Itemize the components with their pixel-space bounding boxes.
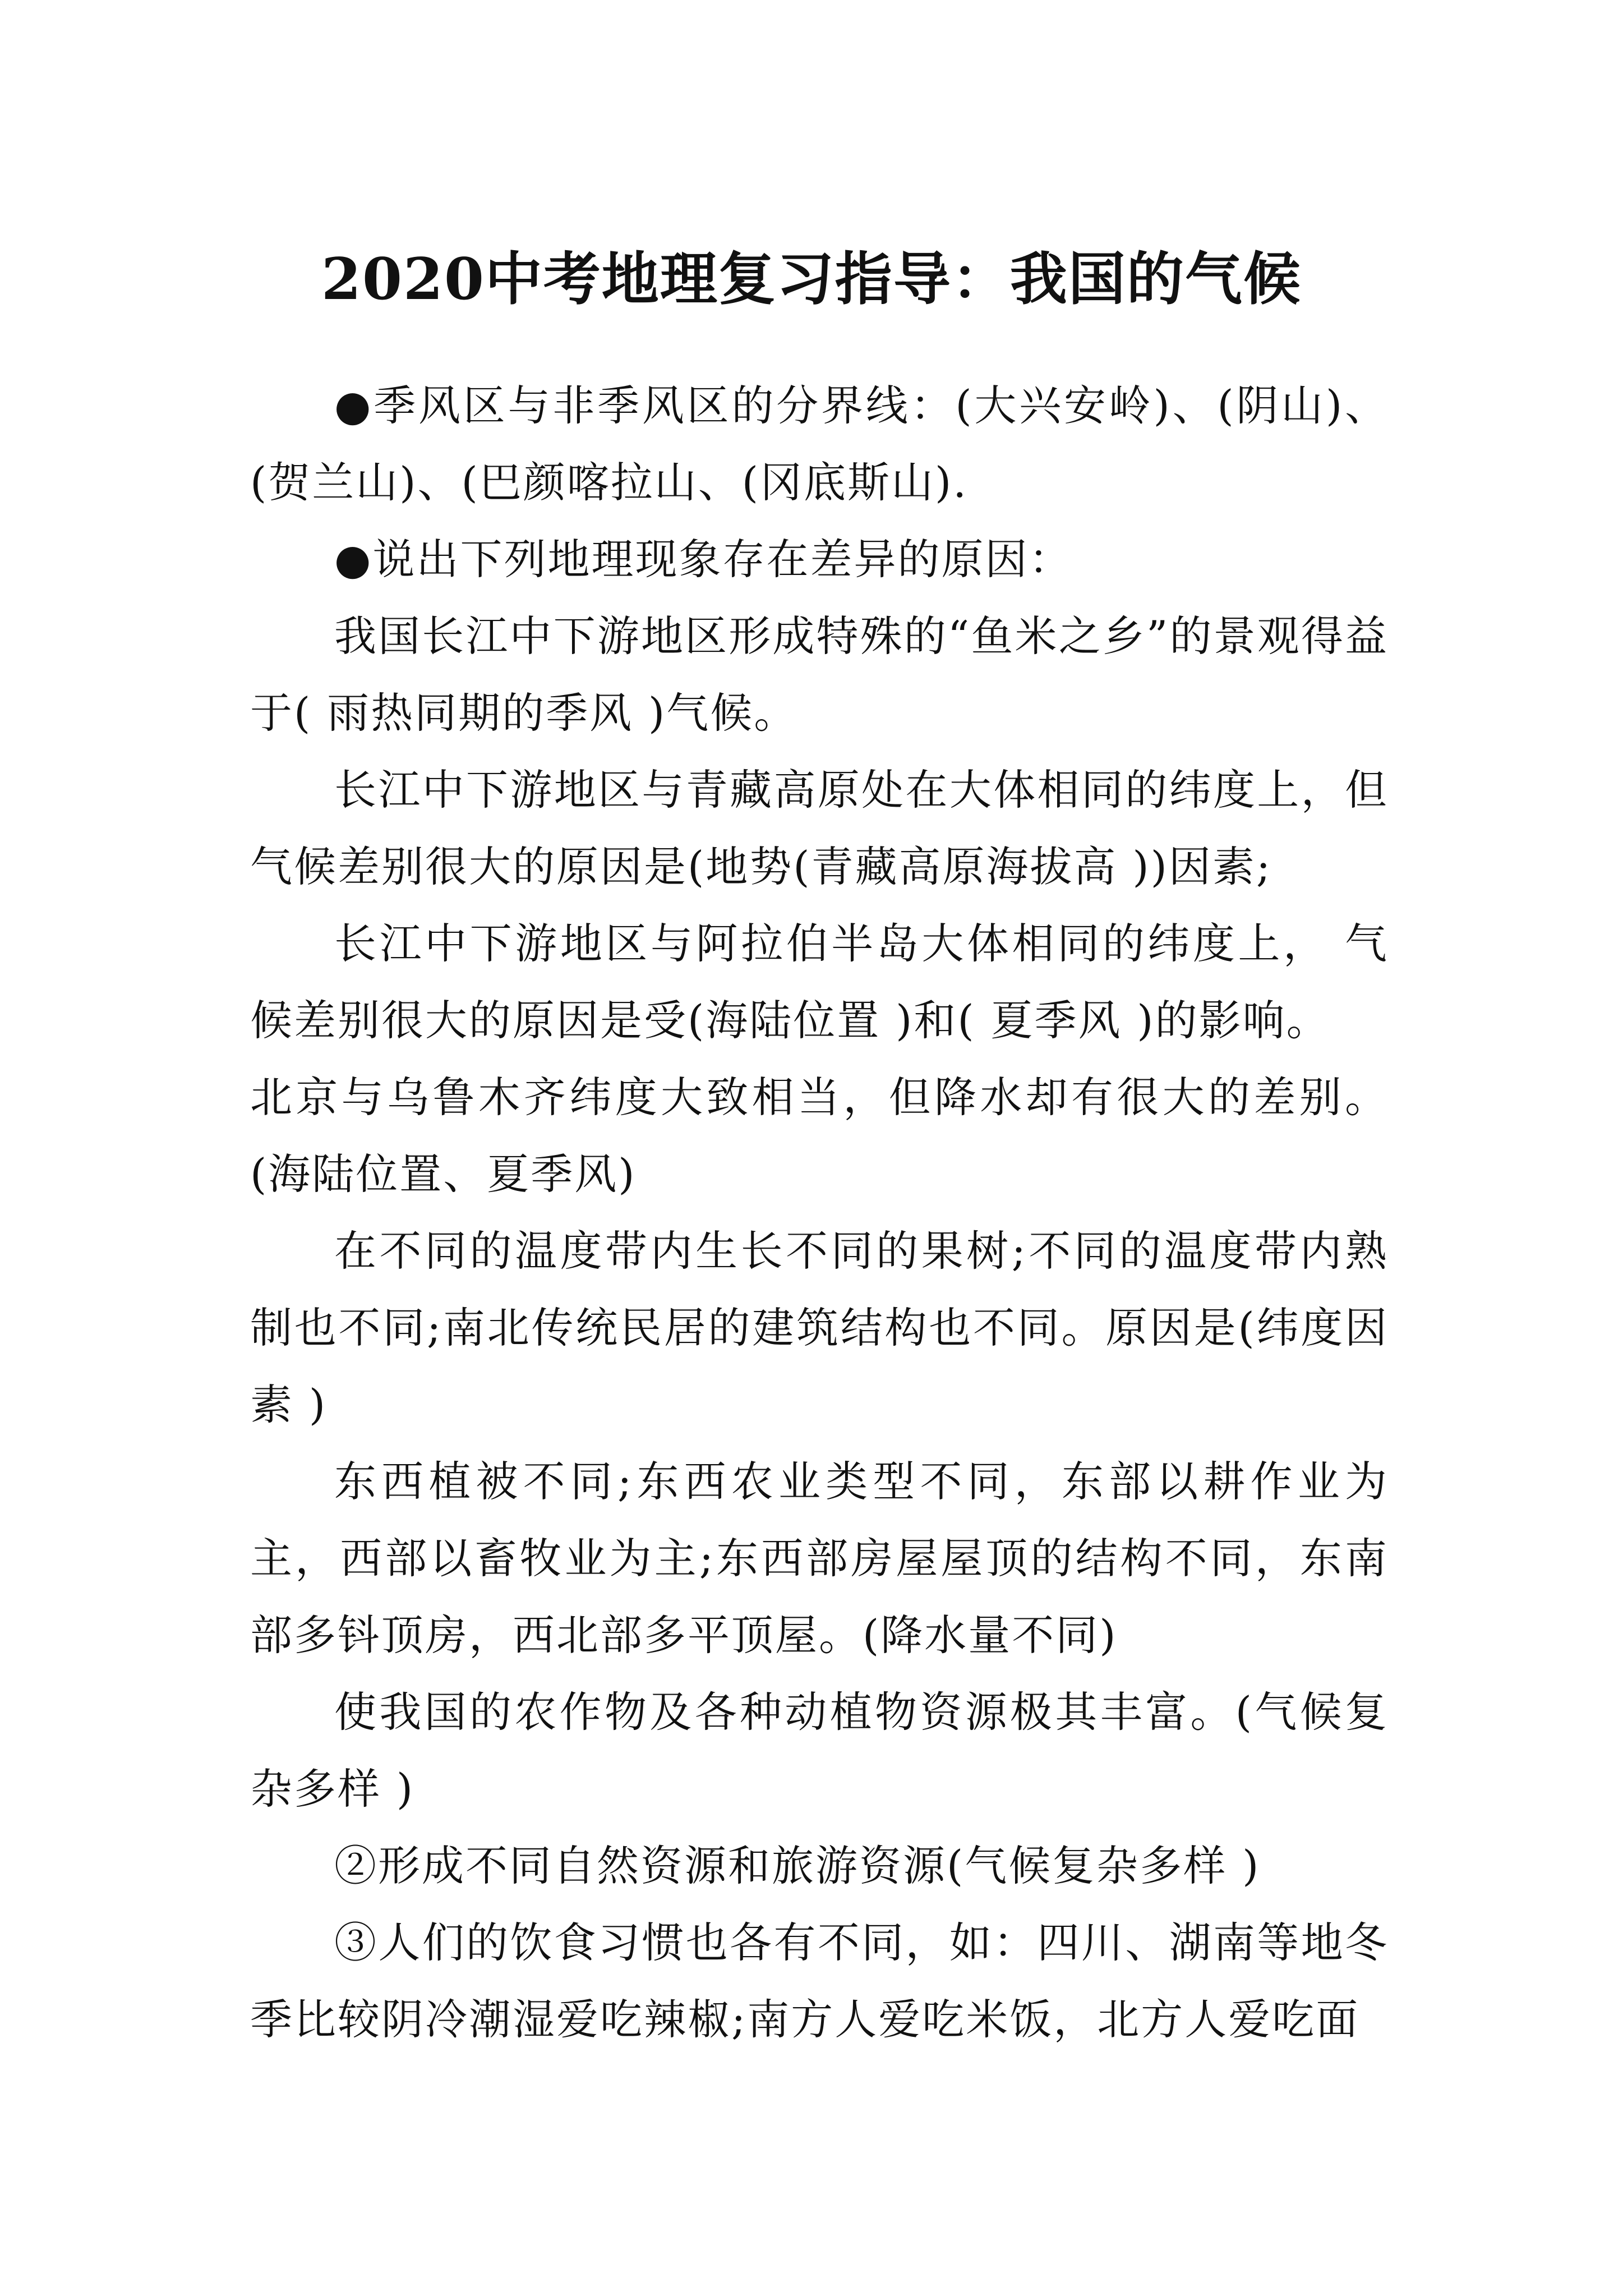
paragraph-tourism: ②形成不同自然资源和旅游资源(气候复杂多样 ) [334, 1841, 1261, 1890]
paragraph-diet: ③人们的饮食习惯也各有不同，如：四川、湖南等地冬季比较阴冷潮湿爱吃辣椒;南方人爱吃米饭，北方人爱吃面 [250, 1918, 1389, 2044]
paragraph-arabian-peninsula: 长江中下游地区与阿拉伯半岛大体相同的纬度上， 气候差别很大的原因是受(海陆位置 )和( 夏季风 )的影响。 [250, 919, 1389, 1045]
paragraph-temperature-zones: 在不同的温度带内生长不同的果树;不同的温度带内熟制也不同;南北传统民居的建筑结构也不同。原因是(纬度因素 ) [250, 1226, 1389, 1429]
paragraph-fish-rice: 我国长江中下游地区形成特殊的“鱼米之乡”的景观得益于( 雨热同期的季风 )气候。 [250, 611, 1389, 738]
paragraph-beijing-urumqi: 北京与乌鲁木齐纬度大致相当，但降水却有很大的差别。(海陆位置、夏季风) [250, 1073, 1389, 1199]
paragraph-east-west: 东西植被不同;东西农业类型不同，东部以耕作业为主，西部以畜牧业为主;东西部房屋屋顶的结构不同，东南部多钭顶房，西北部多平顶屋。(降水量不同) [250, 1457, 1389, 1660]
document-title: 2020中考地理复习指导：我国的气候 [321, 246, 1302, 314]
paragraph-resources: 使我国的农作物及各种动植物资源极其丰富。(气候复杂多样 ) [250, 1687, 1389, 1814]
paragraph-monsoon-boundary: ●季风区与非季风区的分界线：(大兴安岭)、(阴山)、(贺兰山)、(巴颜喀拉山、(冈底斯山). [250, 381, 1389, 507]
paragraph-reasons-heading: ●说出下列地理现象存在差异的原因： [334, 535, 1073, 584]
document-body [250, 367, 1389, 2058]
paragraph-tibet-plateau: 长江中下游地区与青藏高原处在大体相同的纬度上，但气候差别很大的原因是(地势(青藏高原海拔高 ))因素; [250, 765, 1389, 891]
